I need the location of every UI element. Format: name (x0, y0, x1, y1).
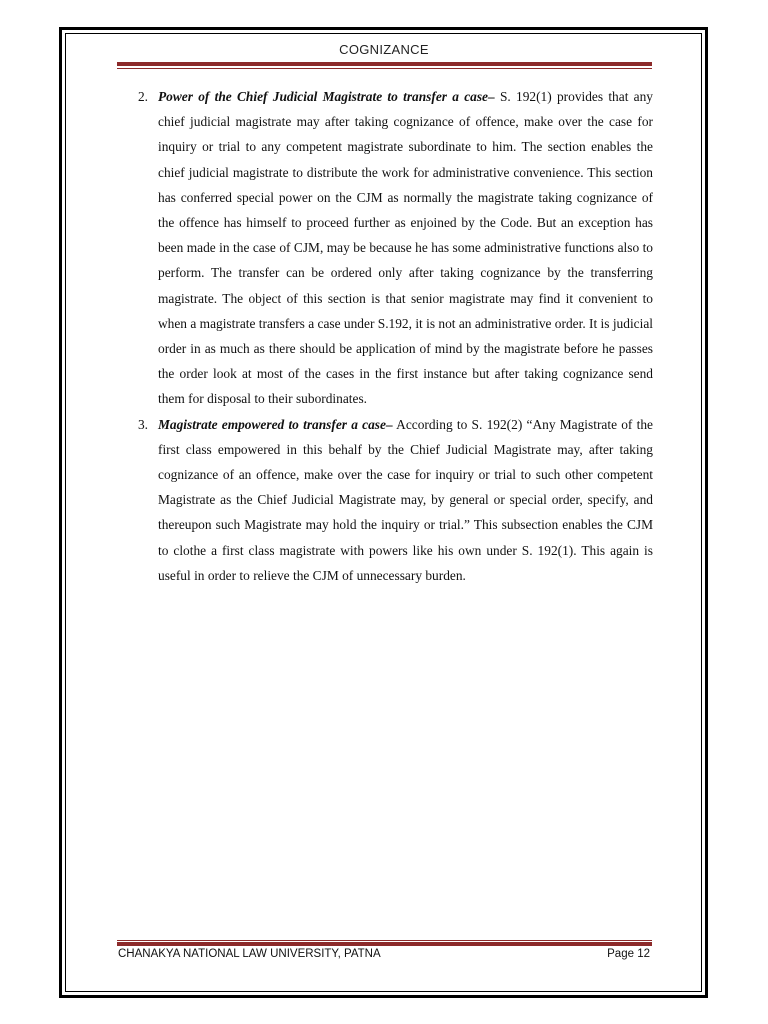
footer-rule-thin (117, 940, 652, 941)
footer-page-number: Page 12 (607, 948, 650, 960)
item-number: 3. (137, 416, 148, 432)
item-text: S. 192(1) provides that any chief judicial magistrate may after taking cognizance of offence, make over the case for inquiry or trial to any competent magistrate subordinate to him. The section enables the chief judicial magistrate to distribute the work for administrative convenience. This section has conferred special power on the CJM as normally the magistrate taking cognizance of the offence has himself to proceed further as enjoined by the Code. But an exception has been made in the case of CJM, may be because he has some administrative functions also to perform. The transfer can be ordered only after taking cognizance by the transferring magistrate. The object of this section is that senior magistrate may find it convenient to when a magistrate transfers a case under S.192, it is not an administrative order. It is judicial order in as much as there should be application of mind by the magistrate before he passes the order look at most of the cases in the first instance but after taking cognizance send them for disposal to their subordinates. (158, 89, 654, 407)
item-heading: Power of the Chief Judicial Magistrate to transfer a case– (158, 89, 495, 104)
footer-institution: CHANAKYA NATIONAL LAW UNIVERSITY, PATNA (118, 948, 381, 960)
running-header: COGNIZANCE (339, 42, 429, 57)
list-item (113, 412, 653, 588)
footer-rule-thick (117, 942, 652, 946)
item-heading: Magistrate empowered to transfer a case– (158, 416, 393, 432)
item-text: According to S. 192(2) “Any Magistrate of the first class empowered in this behalf by the Chief Judicial Magistrate may, after taking cognizance of an offence, make over the case for inquiry or trial to such other competent Magistrate as the Chief Judicial Magistrate may, by general or special order, specify, and thereupon such Magistrate may hold the inquiry or trial.” This subsection enables the CJM to clothe a first class magistrate with powers like his own under S. 192(1). This again is useful in order to relieve the CJM of unnecessary burden. (158, 416, 653, 583)
item-paragraph (158, 84, 653, 412)
document-body (113, 84, 653, 588)
item-paragraph (158, 412, 653, 588)
list-item (113, 84, 653, 412)
header-rule-thick (117, 62, 652, 66)
header-rule-thin (117, 68, 652, 69)
item-number: 2. (137, 89, 148, 104)
